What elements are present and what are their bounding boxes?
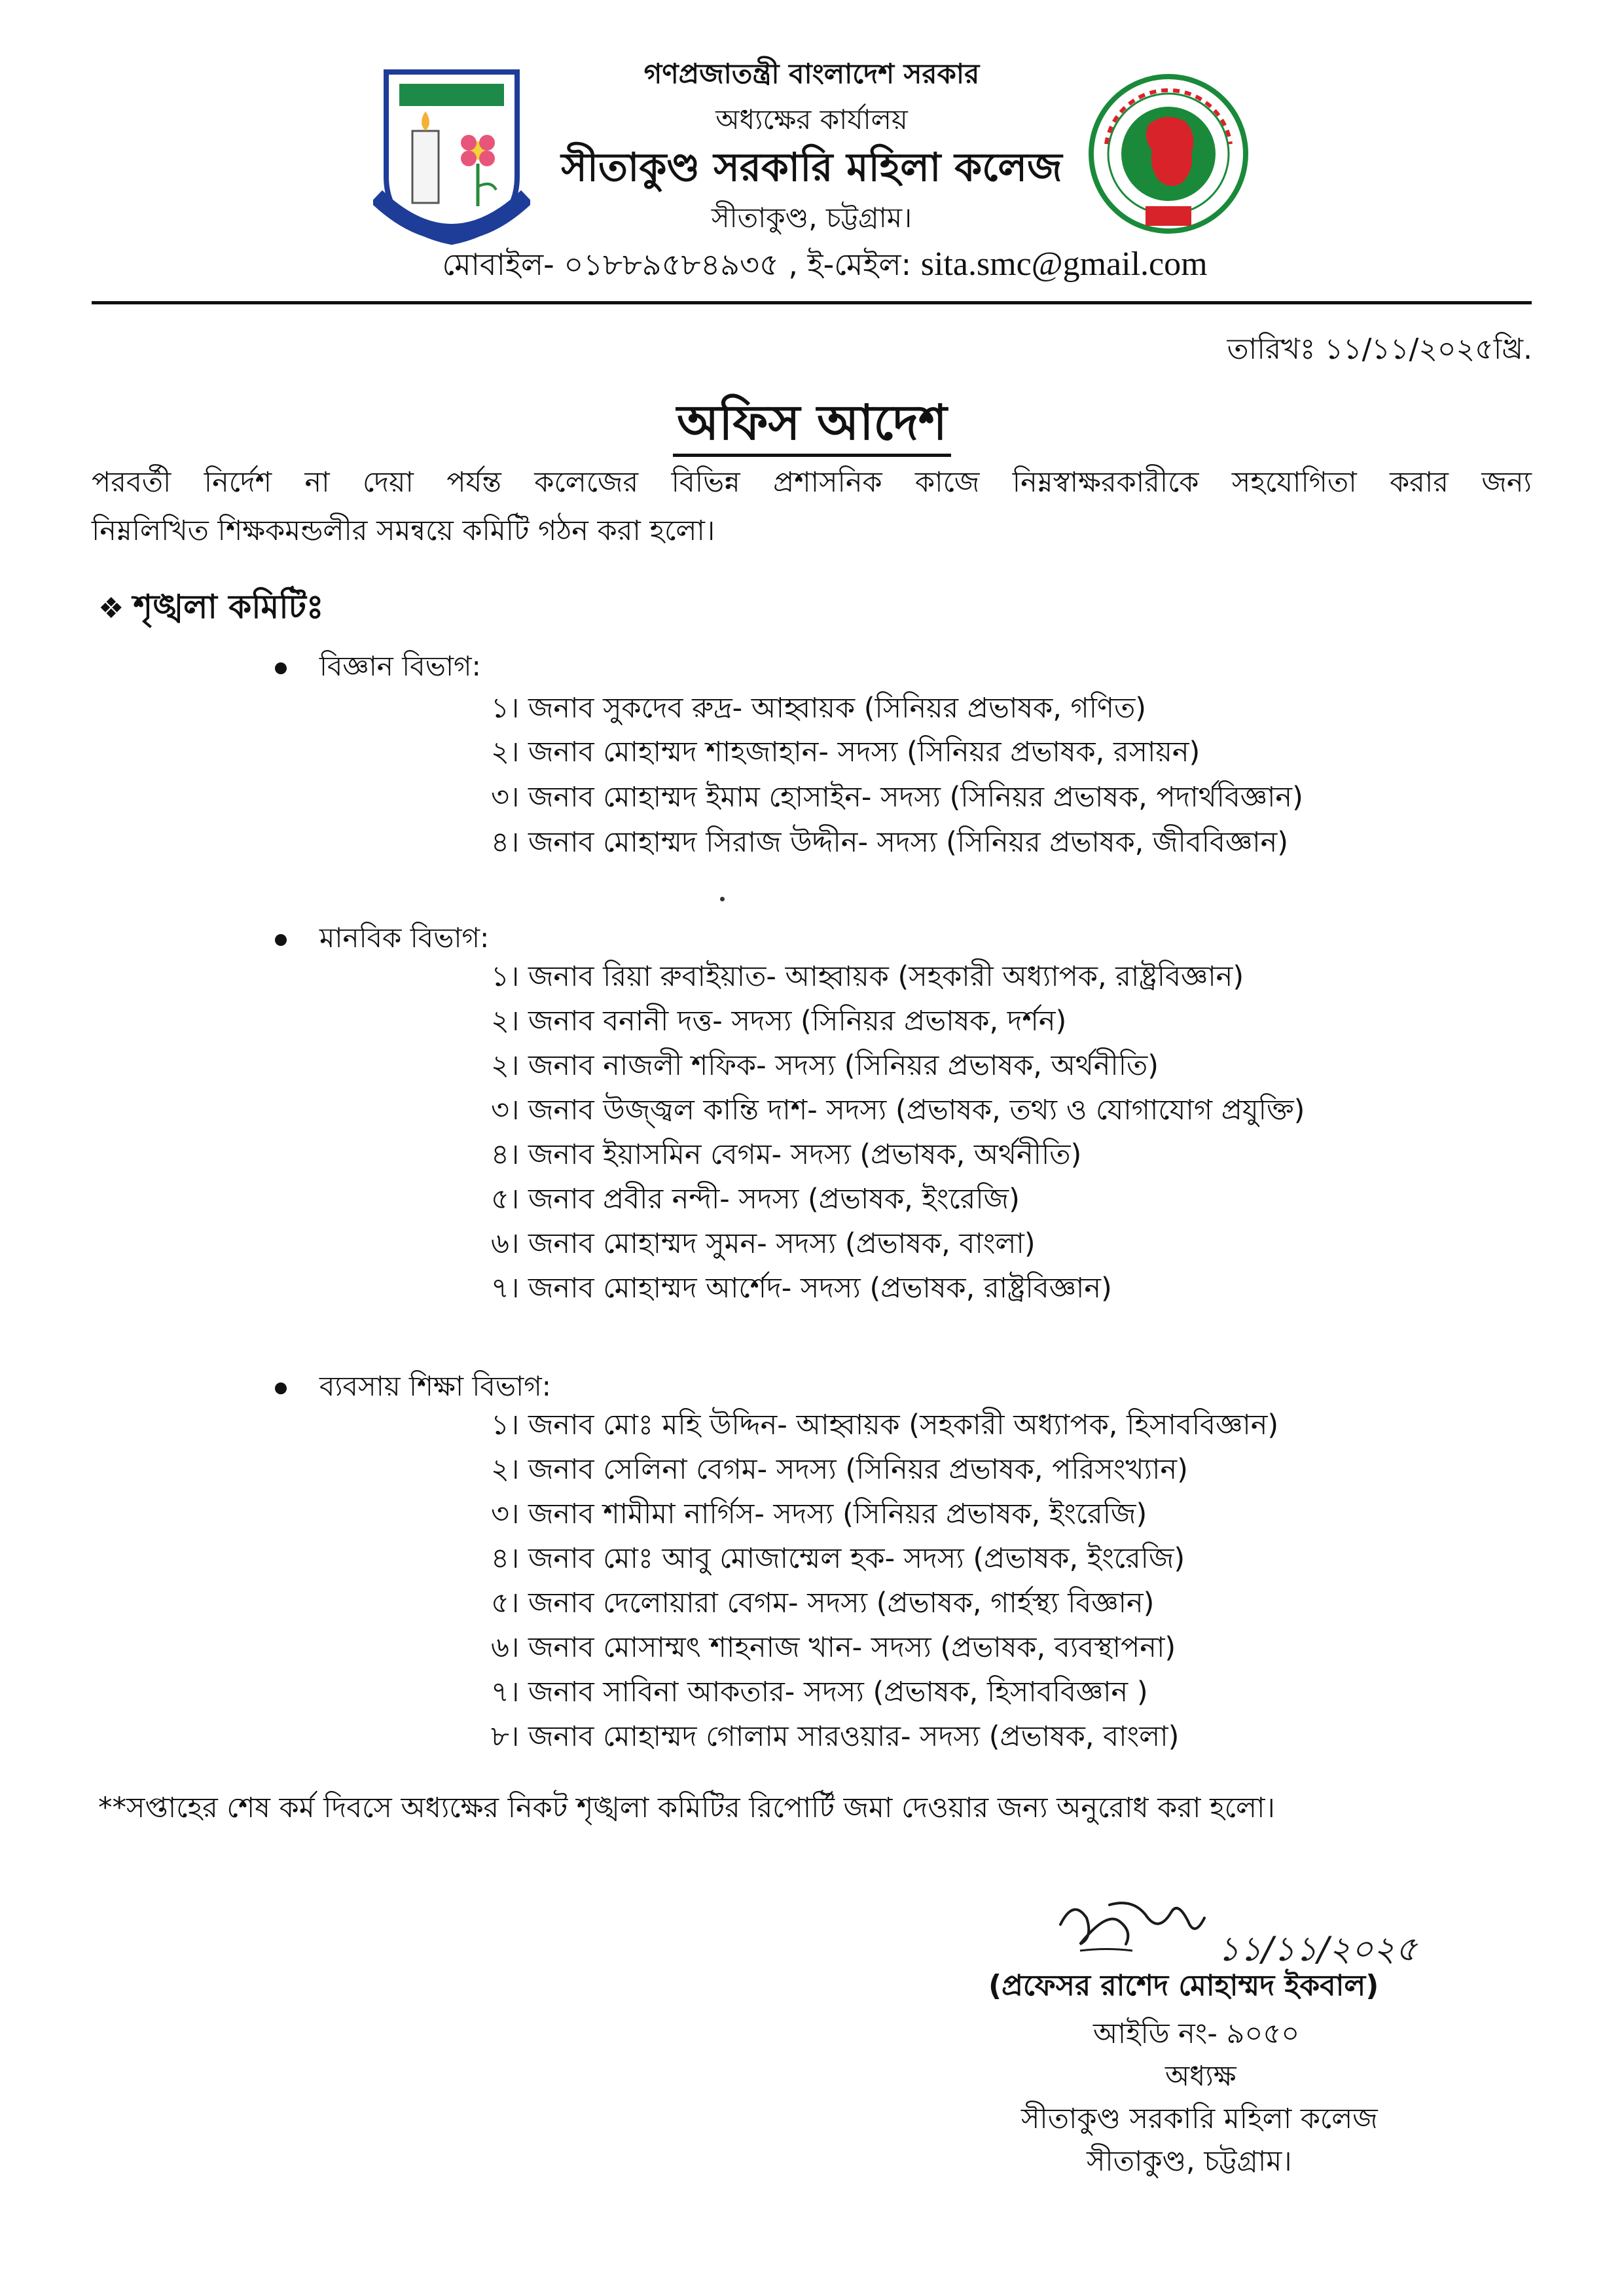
list-item: ১। জনাব রিয়া রুবাইয়াত- আহ্বায়ক (সহকারী অধ্যাপক, রাষ্ট্রবিজ্ঞান) [491, 960, 1244, 993]
list-item: ২। জনাব বনানী দত্ত- সদস্য (সিনিয়র প্রভাষক, দর্শন) [491, 1005, 1067, 1038]
contact-line [367, 242, 1283, 292]
list-item: ৪। জনাব মোঃ আবু মোজাম্মেল হক- সদস্য (প্রভাষক, ইংরেজি) [491, 1542, 1185, 1575]
list-item: ৮। জনাব মোহাম্মদ গোলাম সারওয়ার- সদস্য (প্রভাষক, বাংলা) [491, 1720, 1180, 1753]
intro-line-1: পরবর্তী নির্দেশ না দেয়া পর্যন্ত কলেজের বিভিন্ন প্রশাসনিক কাজে নিম্নস্বাক্ষরকারীকে সহযোগিতা করার জন্য [92, 466, 1532, 499]
list-item: ৩। জনাব শামীমা নার্গিস- সদস্য (সিনিয়র প্রভাষক, ইংরেজি) [491, 1498, 1147, 1530]
stray-mark [720, 897, 725, 901]
college-location: সীতাকুণ্ড, চট্টগ্রাম। [711, 202, 912, 234]
bullet-icon [275, 662, 287, 674]
report-note: **সপ্তাহের শেষ কর্ম দিবসে অধ্যক্ষের নিকট শৃঙ্খলা কমিটির রিপোর্টি জমা দেওয়ার জন্য অনুরোধ করা হলো। [98, 1792, 1275, 1824]
department-heading [275, 916, 489, 963]
intro-paragraph [92, 458, 1532, 555]
signatory-id: আইডি নং- ৯০৫০ [1093, 2017, 1300, 2050]
list-item: ৪। জনাব ইয়াসমিন বেগম- সদস্য (প্রভাষক, অর্থনীতি) [491, 1138, 1082, 1171]
mobile-label: মোবাইল- ০১৮৮৯৫৮৪৯৩৫ , ই-মেইল: [442, 247, 912, 282]
list-item: ২। জনাব মোহাম্মদ শাহজাহান- সদস্য (সিনিয়র প্রভাষক, রসায়ন) [491, 736, 1200, 768]
signatory-name: (প্রফেসর রাশেদ মোহাম্মদ ইকবাল) [988, 1969, 1379, 2002]
bullet-icon [275, 934, 287, 946]
list-item: ৫। জনাব দেলোয়ারা বেগম- সদস্য (প্রভাষক, গার্হস্থ্য বিজ্ঞান) [491, 1587, 1155, 1619]
list-item: ৬। জনাব মোসাম্মৎ শাহনাজ খান- সদস্য (প্রভাষক, ব্যবস্থাপনা) [491, 1631, 1176, 1664]
signatory-place: সীতাকুণ্ড, চট্টগ্রাম। [1087, 2145, 1292, 2178]
header-divider [92, 301, 1532, 304]
department-name: মানবিক বিভাগ: [319, 922, 490, 954]
signature-date: ১১/১১/২০২৫ [1218, 1930, 1418, 1969]
list-item: ১। জনাব সুকদেব রুদ্র- আহ্বায়ক (সিনিয়র প্রভাষক, গণিত) [491, 692, 1147, 725]
bullet-icon [275, 1382, 287, 1394]
intro-line-2: নিম্নলিখিত শিক্ষকমন্ডলীর সমন্বয়ে কমিটি গঠন করা হলো। [92, 515, 715, 547]
list-item: ৩। জনাব উজ্জ্বল কান্তি দাশ- সদস্য (প্রভাষক, তথ্য ও যোগাযোগ প্রযুক্তি) [491, 1094, 1305, 1127]
list-item: ৩। জনাব মোহাম্মদ ইমাম হোসাইন- সদস্য (সিনিয়র প্রভাষক, পদার্থবিজ্ঞান) [491, 781, 1303, 814]
list-item: ৪। জনাব মোহাম্মদ সিরাজ উদ্দীন- সদস্য (সিনিয়র প্রভাষক, জীববিজ্ঞান) [491, 826, 1289, 859]
signatory-college: সীতাকুণ্ড সরকারি মহিলা কলেজ [1021, 2103, 1378, 2135]
office-name: অধ্যক্ষের কার্যালয় [715, 103, 908, 136]
college-name: সীতাকুণ্ড সরকারি মহিলা কলেজ [561, 145, 1062, 190]
order-title-text: অফিস আদেশ [673, 395, 951, 457]
email-address: sita.smc@gmail.com [920, 245, 1208, 283]
list-item: ১। জনাব মোঃ মহি উদ্দিন- আহ্বায়ক (সহকারী অধ্যাপক, হিসাববিজ্ঞান) [491, 1409, 1279, 1441]
signatory-title: অধ্যক্ষ [1165, 2060, 1236, 2093]
diamond-bullet-icon: ❖ [98, 592, 124, 625]
list-item: ৭। জনাব মোহাম্মদ আর্শেদ- সদস্য (প্রভাষক, রাষ্ট্রবিজ্ঞান) [491, 1272, 1112, 1305]
committee-heading [98, 583, 324, 637]
government-name: গণপ্রজাতন্ত্রী বাংলাদেশ সরকার [643, 58, 980, 90]
list-item: ২। জনাব নাজলী শফিক- সদস্য (সিনিয়র প্রভাষক, অর্থনীতি) [491, 1049, 1159, 1082]
list-item: ৫। জনাব প্রবীর নন্দী- সদস্য (প্রভাষক, ইংরেজি) [491, 1183, 1020, 1216]
list-item: ৬। জনাব মোহাম্মদ সুমন- সদস্য (প্রভাষক, বাংলা) [491, 1227, 1036, 1260]
committee-title: শৃঙ্খলা কমিটিঃ [133, 588, 324, 626]
list-item: ৭। জনাব সাবিনা আকতার- সদস্য (প্রভাষক, হিসাববিজ্ঞান ) [491, 1676, 1148, 1708]
order-title [0, 386, 1624, 467]
list-item: ২। জনাব সেলিনা বেগম- সদস্য (সিনিয়র প্রভাষক, পরিসংখ্যান) [491, 1453, 1188, 1486]
department-name: বিজ্ঞান বিভাগ: [319, 650, 481, 682]
department-name: ব্যবসায় শিক্ষা বিভাগ: [319, 1370, 551, 1402]
order-date: তারিখঃ ১১/১১/২০২৫খ্রি. [1227, 333, 1532, 366]
department-heading [275, 645, 481, 691]
